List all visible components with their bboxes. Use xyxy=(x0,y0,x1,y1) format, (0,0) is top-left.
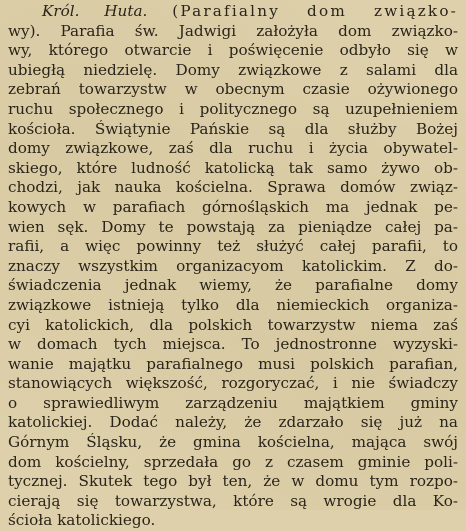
article-place-name: Król. Huta. xyxy=(42,2,148,20)
article-text-line: ścioła katolickiego. xyxy=(8,511,156,530)
article-text-line: wanie majątku parafialnego musi polskich parafian, xyxy=(8,354,458,373)
news-article xyxy=(8,2,458,531)
article-text-line: ubiegłą niedzielę. Domy związkowe z salami dla xyxy=(8,60,458,79)
article-text-line: znaczy wszystkim organizacyom katolickim. Z do- xyxy=(8,256,458,275)
article-text-line: dom kościelny, sprzedała go z czasem gminie poli- xyxy=(8,452,458,471)
article-text-line: tycznej. Skutek tego był ten, że w domu tym rozpo- xyxy=(8,472,458,491)
article-text-line: katolickiej. Dodać należy, że zdarzało się już na xyxy=(8,413,458,432)
article-text-line: w domach tych miejsca. To jednostronne wyzyski- xyxy=(8,335,458,354)
article-text-line: rafii, a więc powinny też służyć całej parafii, to xyxy=(8,237,458,256)
article-text-line: cierają się towarzystwa, które są wrogie dla Ko- xyxy=(8,491,458,510)
article-body xyxy=(8,22,458,531)
article-text-line: stanowiących większość, rozgoryczać, i nie świadczy xyxy=(8,374,458,393)
article-text-line: zebrań towarzystw w obecnym czasie ożywionego xyxy=(8,80,458,99)
article-text-line: kowych w parafiach górnośląskich ma jednak pe- xyxy=(8,197,458,216)
article-text-line: cyi katolickich, dla polskich towarzystw niema zaś xyxy=(8,315,458,334)
article-text-line: wien sęk. Domy te powstają za pieniądze całej pa- xyxy=(8,217,458,236)
article-text-line: domy związkowe, zaś dla ruchu i życia obywatel- xyxy=(8,139,458,158)
article-text-line: wy, którego otwarcie i poświęcenie odbyło się w xyxy=(8,41,458,60)
article-first-line xyxy=(8,2,458,22)
article-text-line: świadczenia jednak wiemy, że parafialne domy xyxy=(8,276,458,295)
article-text-line: chodzi, jak nauka kościelna. Sprawa domów związ- xyxy=(8,178,458,197)
article-text-line: wy). Parafia św. Jadwigi założyła dom związko- xyxy=(8,21,458,40)
article-text-line: związkowe istnieją tylko dla niemieckich organiza- xyxy=(8,295,458,314)
article-text-line: ruchu społecznego i politycznego są uzupełnieniem xyxy=(8,99,458,118)
article-heading: (Parafialny dom związko- xyxy=(172,2,458,20)
article-text-line: kościoła. Świątynie Pańskie są dla służby Bożej xyxy=(8,119,458,138)
article-text-line: skiego, które ludność katolicką tak samo żywo ob- xyxy=(8,158,458,177)
article-text-line: Górnym Śląsku, że gmina kościelna, mająca swój xyxy=(8,433,458,452)
article-text-line: o sprawiedliwym zarządzeniu majątkiem gminy xyxy=(8,393,458,412)
